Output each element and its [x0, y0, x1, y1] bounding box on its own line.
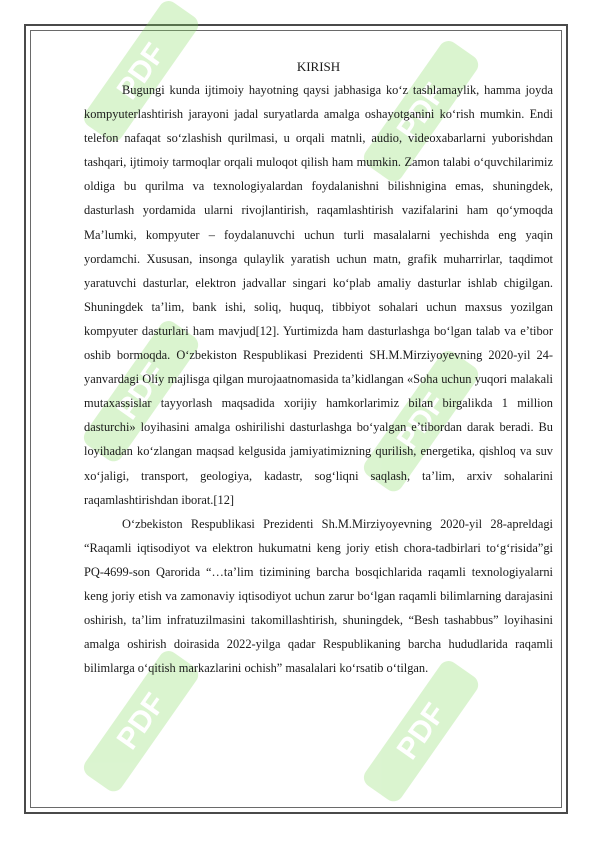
document-title: KIRISH: [296, 59, 341, 74]
watermark-text: PDF: [390, 77, 453, 146]
watermark-text: PDF: [110, 357, 173, 426]
watermark-text: PDF: [390, 697, 453, 766]
paragraph-1: Bugungi kunda ijtimoiy hayotning qaysi jabhasiga ko‘z tashlamaylik, hamma joyda kompyuterlashtirish jarayoni jadal suryatlarda amalga oshayotganini ko‘rish mumkin. Endi telefon nafaqat so‘zlashish qurilmasi, u orqali matnli, audio, videoxabarlarni yuborishdan tashqari, ijtimoiy tarmoqlar orqali muloqot qilish ham mumkin. Zamon talabi o‘quvchilarimiz oldiga bu qurilma va texnologiyalardan foydalanishni bilishnigina emas, shuningdek, dasturlash yordamida ularni rivojlantirish, raqamlashtirish vazifalarini ham qo‘ymoqda Ma’lumki, kompyuter – foydalanuvchi uchun turli masalalarni yechishda eng yaqin yordamchi. Xususan, insonga qulaylik yaratish uchun matn, grafik muharrirlar, taqdimot yaratuvchi dasturlar, elektron jadvallar singari ko‘plab amaliy dasturlar ishlab chigilgan. Shuningdek ta’lim, bank ishi, soliq, huquq, tibbiyot sohalari uchun maxsus yozilgan kompyuter dasturlari ham mavjud[12]. Yurtimizda ham dasturlashga bo‘lgan talab va e’tibor oshib bormoqda. O‘zbekiston Respublikasi Prezidenti SH.M.Mirziyoyevning 2020-yil 24-yanvardagi Oliy majlisga qilgan murojaatnomasida ta’kidlangan «Soha uchun yuqori malakali mutaxassislar tayyorlash maqsadida xorijiy hamkorlarimiz bilan birgalikda 1 million dasturchi» loyihasini amalga oshirilishi dasturlashga bo‘yalgan e’tibordan darak beradi. Bu loyihadan ko‘zlangan maqsad kelgusida jamiyatimizning qurilish, energetika, qishloq va suv xo‘jaligi, transport, geologiya, kadastr, sog‘liqni saqlash, ta’lim, arxiv sohalarini raqamlashtirishdan iborat.[12]: [84, 83, 553, 507]
paragraph-2: O‘zbekiston Respublikasi Prezidenti Sh.M.Mirziyoyevning 2020-yil 28-apreldagi “Raqamli iqtisodiyot va elektron hukumatni keng joriy etish chora-tadbirlari to‘g‘risida”gi PQ-4699-son Qarorida “…ta’lim tizimining barcha bosqichlarida raqamli texnologiyalarni keng joriy etish va zamonaviy iqtisodiyot uchun zarur bo‘lgan raqamli bilimlarning darajasini oshirish, ta’lim infratuzilmasini takomillashtirish, shuningdek, “Besh tashabbus” loyihasini amalga oshirish doirasida 2022-yilga qadar Respublikaning barcha hududlarida raqamli bilimlarga o‘qitish markazlarini ochish” masalalari ko‘rsatib o‘tilgan.: [84, 516, 553, 676]
watermark-text: PDF: [110, 687, 173, 756]
watermark-text: PDF: [110, 37, 173, 106]
watermark-text: PDF: [390, 387, 453, 456]
document-body: [84, 56, 553, 680]
